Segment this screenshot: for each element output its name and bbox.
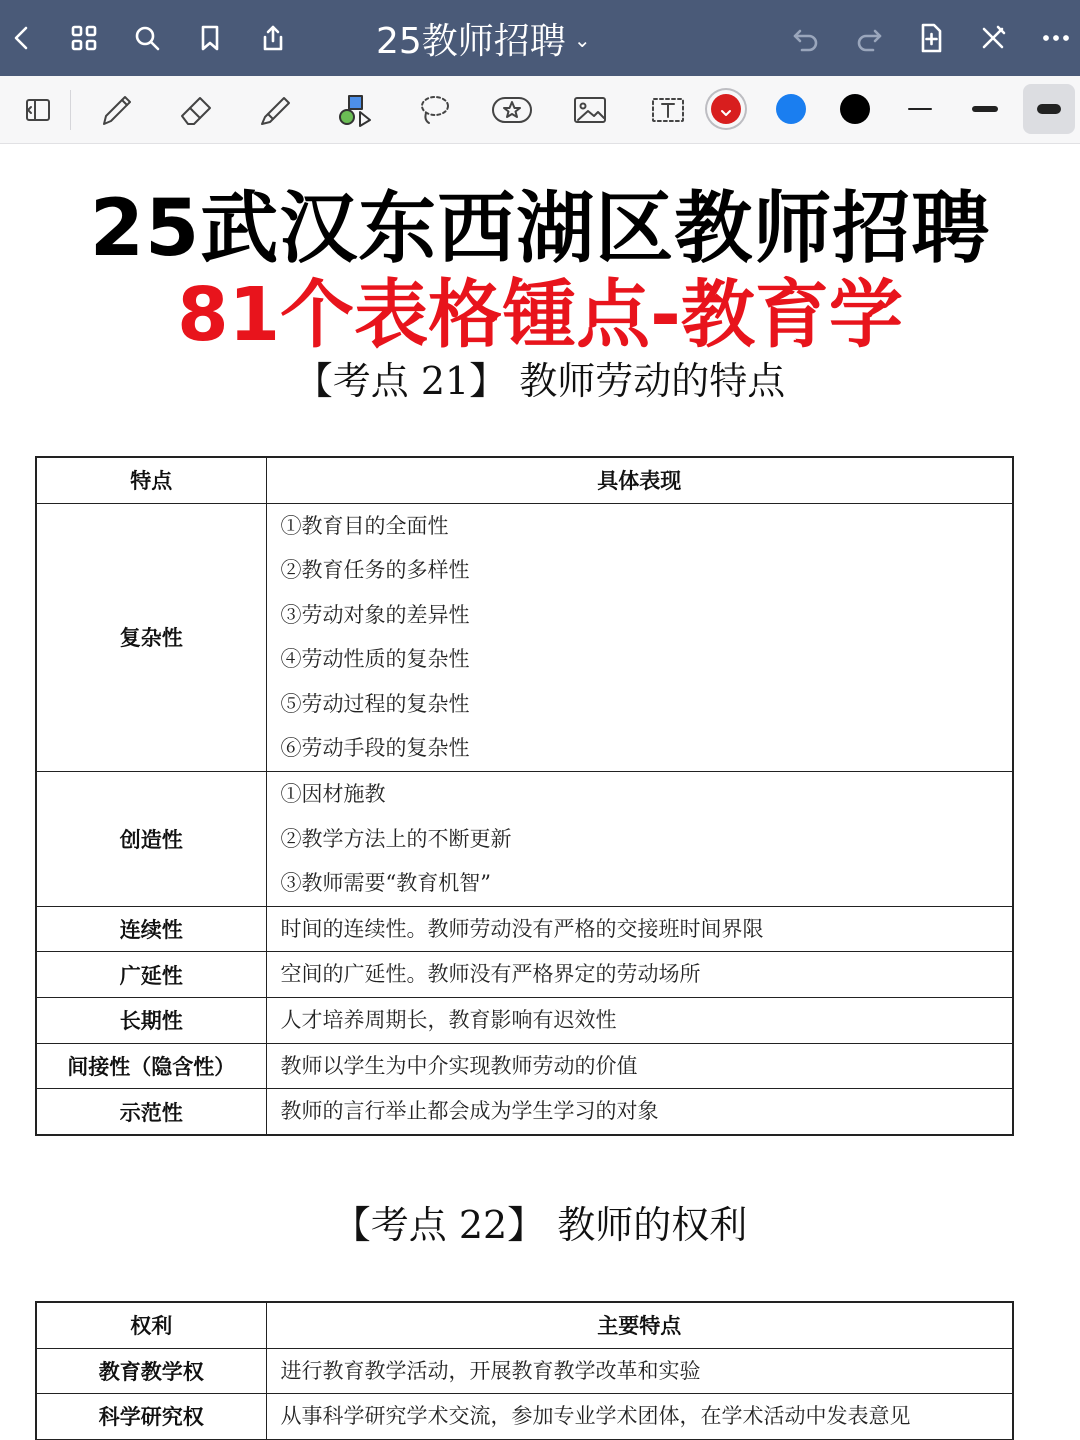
pen-icon[interactable]	[92, 86, 140, 134]
table-row	[36, 998, 1013, 1044]
row-value	[266, 906, 1013, 952]
value-line: ④劳动性质的复杂性	[280, 647, 470, 672]
share-icon[interactable]	[253, 18, 293, 58]
value-line: 空间的广延性。教师没有严格界定的劳动场所	[280, 962, 701, 987]
add-page-icon[interactable]	[911, 18, 951, 58]
teacher-rights-table	[35, 1301, 1014, 1440]
page-view-icon[interactable]	[14, 86, 62, 134]
grid-icon[interactable]	[64, 18, 104, 58]
lasso-icon[interactable]	[410, 86, 458, 134]
color-black-swatch[interactable]	[840, 94, 870, 124]
table-row	[36, 1348, 1013, 1394]
row-value	[266, 1043, 1013, 1089]
value-line: ①教育目的全面性	[280, 513, 449, 538]
document-title: 25教师招聘	[376, 20, 566, 62]
row-value	[266, 503, 1013, 772]
value-line: 从事科学研究学术交流，参加专业学术团体，在学术活动中发表意见	[280, 1404, 911, 1429]
undo-icon[interactable]	[786, 18, 826, 58]
table-row	[36, 772, 1013, 907]
value-line: ⑤劳动过程的复杂性	[280, 691, 470, 716]
table-row	[36, 952, 1013, 998]
value-line: ⑥劳动手段的复杂性	[280, 736, 470, 761]
table-row	[36, 1394, 1013, 1440]
shapes-icon[interactable]	[330, 86, 378, 134]
row-value	[266, 1394, 1013, 1440]
value-line: 进行教育教学活动，开展教育教学改革和实验	[280, 1358, 701, 1383]
value-line: ②教育任务的多样性	[280, 558, 470, 583]
teacher-labor-table	[35, 456, 1014, 1136]
value-line: ③教师需要“教育机智”	[280, 871, 491, 896]
value-line: ①因材施教	[280, 782, 386, 807]
page-title: 25武汉东西湖区教师招聘	[89, 184, 991, 274]
row-value	[266, 772, 1013, 907]
stroke-medium-option[interactable]	[972, 106, 998, 112]
row-key: 创造性	[36, 772, 266, 907]
row-key: 长期性	[36, 998, 266, 1044]
chevron-down-icon: ⌄	[573, 28, 591, 52]
textbox-icon[interactable]	[644, 86, 692, 134]
chevron-down-icon	[719, 103, 733, 113]
row-value	[266, 952, 1013, 998]
table-row	[36, 1043, 1013, 1089]
section-heading: 【考点 22】 教师的权利	[332, 1203, 748, 1247]
value-line: ③劳动对象的差异性	[280, 602, 470, 627]
row-key: 间接性（隐含性）	[36, 1043, 266, 1089]
toolbar-divider	[70, 90, 71, 130]
back-icon[interactable]	[2, 18, 42, 58]
table-header: 权利	[36, 1302, 266, 1348]
row-value	[266, 1348, 1013, 1394]
value-line: 教师的言行举止都会成为学生学习的对象	[280, 1099, 659, 1124]
image-icon[interactable]	[566, 86, 614, 134]
row-key: 示范性	[36, 1089, 266, 1135]
row-key: 广延性	[36, 952, 266, 998]
search-icon[interactable]	[127, 18, 167, 58]
drawing-toolbar	[0, 76, 1080, 144]
table-row	[36, 1089, 1013, 1135]
value-line: 人才培养周期长，教育影响有迟效性	[280, 1008, 617, 1033]
row-key: 科学研究权	[36, 1394, 266, 1440]
table-header: 具体表现	[266, 457, 1013, 503]
app-bar	[0, 0, 1080, 76]
row-key: 教育教学权	[36, 1348, 266, 1394]
section-heading: 【考点 21】 教师劳动的特点	[294, 359, 786, 403]
table-row	[36, 906, 1013, 952]
stroke-thin-option[interactable]	[908, 108, 932, 110]
row-key: 复杂性	[36, 503, 266, 772]
value-line: 教师以学生为中介实现教师劳动的价值	[280, 1053, 638, 1078]
redo-icon[interactable]	[849, 18, 889, 58]
table-header: 特点	[36, 457, 266, 503]
eraser-icon[interactable]	[172, 86, 220, 134]
table-row	[36, 503, 1013, 772]
stroke-thick-indicator	[1037, 104, 1061, 114]
document-title-menu[interactable]	[376, 14, 591, 62]
bookmark-icon[interactable]	[190, 18, 230, 58]
value-line: 时间的连续性。教师劳动没有严格的交接班时间界限	[280, 916, 764, 941]
color-blue-swatch[interactable]	[776, 94, 806, 124]
highlighter-icon[interactable]	[252, 86, 300, 134]
row-value	[266, 1089, 1013, 1135]
table-header: 主要特点	[266, 1302, 1013, 1348]
row-key: 连续性	[36, 906, 266, 952]
page-subtitle: 81个表格锺点-教育学	[177, 272, 903, 358]
close-icon[interactable]	[973, 18, 1013, 58]
more-icon[interactable]	[1036, 18, 1076, 58]
sticker-icon[interactable]	[488, 86, 536, 134]
value-line: ②教学方法上的不断更新	[280, 826, 512, 851]
row-value	[266, 998, 1013, 1044]
